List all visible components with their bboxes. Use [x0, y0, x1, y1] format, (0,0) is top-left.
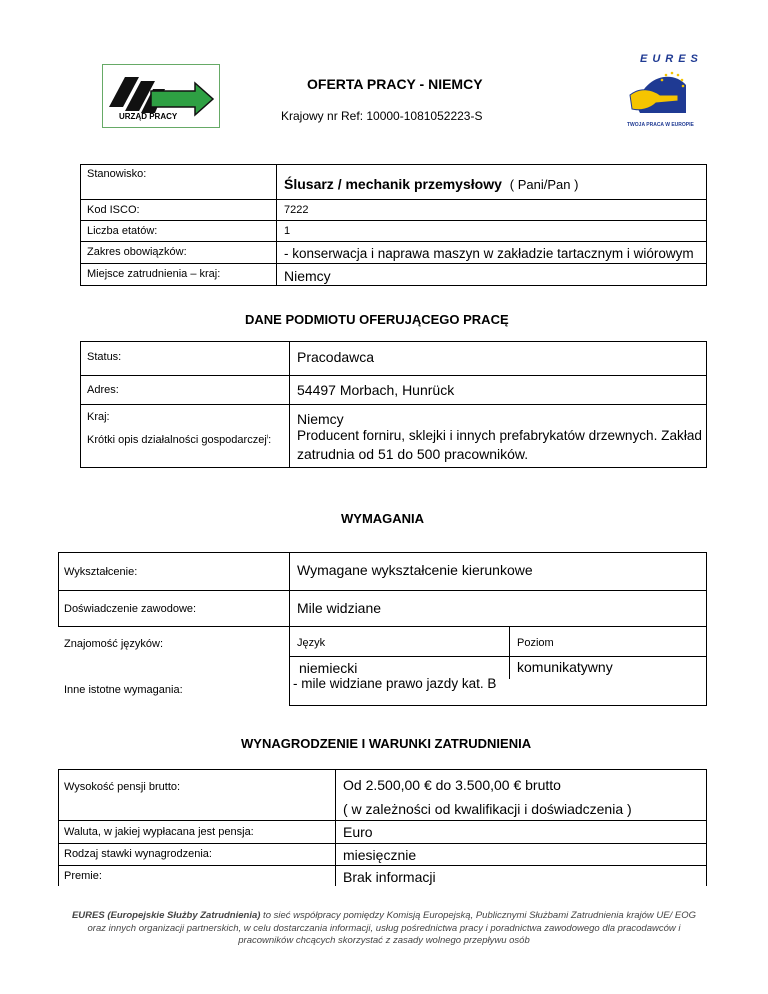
position-suffix: ( Pani/Pan ) — [509, 177, 579, 192]
reference-number: Krajowy nr Ref: 10000-1081052223-S — [281, 109, 483, 123]
footer-eures-name: EURES (Europejskie Służby Zatrudnienia) — [71, 910, 261, 921]
status-value: Pracodawca — [297, 349, 375, 365]
eures-hand-icon — [626, 65, 692, 121]
requirements-heading: WYMAGANIA — [341, 511, 425, 526]
bonus-value: Brak informacji — [343, 869, 436, 885]
status-label: Status: — [87, 351, 122, 363]
footer-line-3: pracowników chcących skorzystać z zasady wolnego przepływu osób — [238, 935, 530, 946]
gross-salary-note: ( w zależności od kwalifikacji i doświadczenia ) — [343, 801, 632, 817]
currency-value: Euro — [343, 824, 373, 840]
count-label: Liczba etatów: — [87, 225, 158, 237]
rate-type-value: miesięcznie — [343, 847, 417, 863]
employer-heading: DANE PODMIOTU OFERUJĄCEGO PRACĘ — [245, 312, 509, 327]
gross-salary-value: Od 2.500,00 € do 3.500,00 € brutto — [343, 777, 561, 793]
other-requirements-value: - mile widziane prawo jazdy kat. B — [293, 676, 497, 691]
position-name: Ślusarz / mechanik przemysłowy — [284, 176, 502, 192]
gross-salary-label: Wysokość pensji brutto: — [64, 781, 181, 793]
eures-logo — [622, 53, 703, 129]
place-value: Niemcy — [284, 268, 331, 284]
experience-label: Doświadczenie zawodowe: — [64, 603, 197, 615]
eures-wordmark: EURES — [640, 53, 703, 65]
page-title: OFERTA PRACY - NIEMCY — [307, 76, 483, 92]
description-footnote: i — [266, 434, 269, 441]
urzad-pracy-logo — [102, 64, 220, 128]
isco-value: 7222 — [284, 204, 309, 216]
address-label: Adres: — [87, 384, 119, 396]
education-value: Wymagane wykształcenie kierunkowe — [297, 562, 533, 578]
description-label — [87, 434, 271, 446]
eures-tagline: TWOJA PRACA W EUROPIE — [627, 122, 694, 128]
description-colon: : — [268, 434, 272, 446]
footer-line-1-text: to sieć współpracy pomiędzy Komisją Europejską, Publicznymi Służbami Zatrudnienia krajów UE/ EOG — [260, 910, 697, 921]
currency-label: Waluta, w jakiej wypłacana jest pensja: — [64, 826, 254, 838]
language-column-header: Język — [297, 637, 326, 649]
country-label: Kraj: — [87, 411, 110, 423]
description-line-1: Producent forniru, sklejki i innych prefabrykatów drzewnych. Zakład — [297, 428, 702, 443]
level-column-header: Poziom — [517, 637, 554, 649]
duties-label: Zakres obowiązków: — [87, 246, 187, 258]
place-label: Miejsce zatrudnienia – kraj: — [87, 268, 221, 280]
experience-value: Mile widziane — [297, 600, 382, 616]
salary-heading: WYNAGRODZENIE I WARUNKI ZATRUDNIENIA — [241, 736, 532, 751]
isco-label: Kod ISCO: — [87, 204, 140, 216]
language-value: niemiecki — [299, 660, 358, 676]
footer — [40, 910, 728, 948]
bonus-label: Premie: — [64, 870, 102, 882]
duties-value: - konserwacja i naprawa maszyn w zakładzie tartacznym i wiórowym — [284, 246, 694, 261]
address-value: 54497 Morbach, Hunrück — [297, 382, 455, 398]
footer-line-2: oraz innych organizacji partnerskich, w celu dostarczania informacji, usług pośrednictwa pracy i poradnictwa zawodowego dla pracodawców i — [87, 922, 681, 934]
description-label-text: Krótki opis działalności gospodarczej — [87, 434, 267, 446]
footer-line-1 — [40, 910, 728, 923]
other-requirements-label: Inne istotne wymagania: — [64, 684, 183, 696]
description-line-2: zatrudnia od 51 do 500 pracowników. — [297, 446, 529, 462]
level-value: komunikatywny — [517, 659, 613, 675]
logo-text: URZĄD PRACY — [119, 112, 178, 121]
country-value: Niemcy — [297, 411, 344, 427]
rate-type-label: Rodzaj stawki wynagrodzenia: — [64, 848, 212, 860]
position-label: Stanowisko: — [87, 168, 147, 180]
languages-label: Znajomość języków: — [64, 638, 164, 650]
education-label: Wykształcenie: — [64, 566, 138, 578]
count-value: 1 — [284, 225, 291, 237]
position-value — [284, 176, 578, 192]
